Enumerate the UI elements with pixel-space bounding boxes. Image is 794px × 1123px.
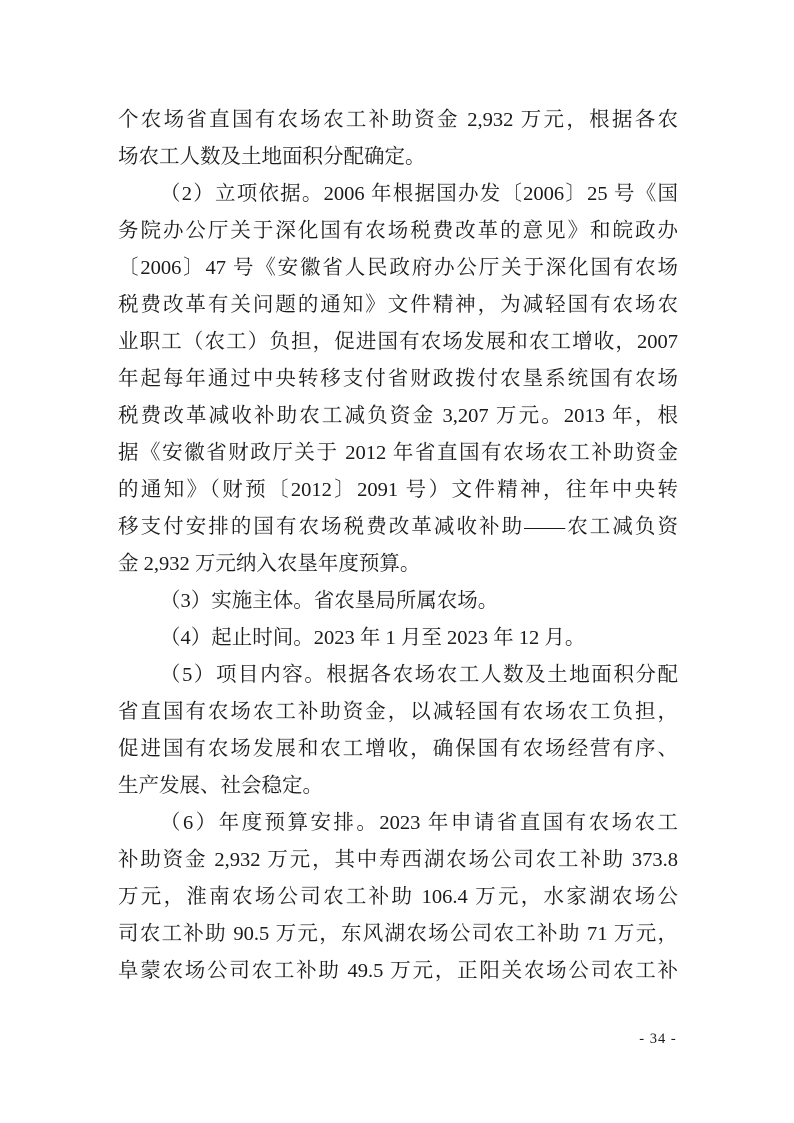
text-line: 个农场省直国有农场农工补助资金 2,932 万元，根据各农 — [118, 109, 678, 131]
text-line: （6）年度预算安排。2023 年申请省直国有农场农工 — [160, 812, 678, 834]
text-line: 场农工人数及土地面积分配确定。 — [118, 146, 426, 168]
text-line: 年起每年通过中央转移支付省财政拨付农垦系统国有农场 — [118, 368, 678, 390]
text-line: 税费改革减收补助农工减负资金 3,207 万元。2013 年，根 — [118, 405, 678, 427]
text-line: 务院办公厅关于深化国有农场税费改革的意见》和皖政办 — [118, 220, 678, 242]
text-line: （4）起止时间。2023 年 1 月至 2023 年 12 月。 — [160, 627, 586, 649]
text-line: （3）实施主体。省农垦局所属农场。 — [160, 590, 499, 612]
text-line: （5）项目内容。根据各农场农工人数及土地面积分配 — [160, 664, 678, 686]
text-line: 的通知》（财预〔2012〕2091 号）文件精神，往年中央转 — [118, 479, 678, 501]
text-line: 业职工（农工）负担，促进国有农场发展和农工增收，2007 — [118, 331, 678, 353]
text-line: （2）立项依据。2006 年根据国办发〔2006〕25 号《国 — [160, 183, 678, 205]
text-line: 〔2006〕47 号《安徽省人民政府办公厅关于深化国有农场 — [118, 257, 678, 279]
text-line: 金 2,932 万元纳入农垦年度预算。 — [118, 553, 421, 575]
page-number: - 34 - — [639, 1031, 677, 1047]
text-line: 据《安徽省财政厅关于 2012 年省直国有农场农工补助资金 — [118, 442, 678, 464]
text-line: 万元，淮南农场公司农工补助 106.4 万元，水家湖农场公 — [118, 886, 678, 908]
text-line: 阜蒙农场公司农工补助 49.5 万元，正阳关农场公司农工补 — [118, 960, 678, 982]
text-line: 促进国有农场发展和农工增收，确保国有农场经营有序、 — [118, 738, 678, 760]
body-text — [118, 102, 678, 990]
text-line: 税费改革有关问题的通知》文件精神，为减轻国有农场农 — [118, 294, 678, 316]
text-line: 司农工补助 90.5 万元，东风湖农场公司农工补助 71 万元， — [118, 923, 678, 945]
text-line: 省直国有农场农工补助资金，以减轻国有农场农工负担， — [118, 701, 678, 723]
text-line: 移支付安排的国有农场税费改革减收补助——农工减负资 — [118, 516, 678, 538]
text-line: 生产发展、社会稳定。 — [118, 775, 323, 797]
text-line: 补助资金 2,932 万元，其中寿西湖农场公司农工补助 373.8 — [118, 849, 678, 871]
